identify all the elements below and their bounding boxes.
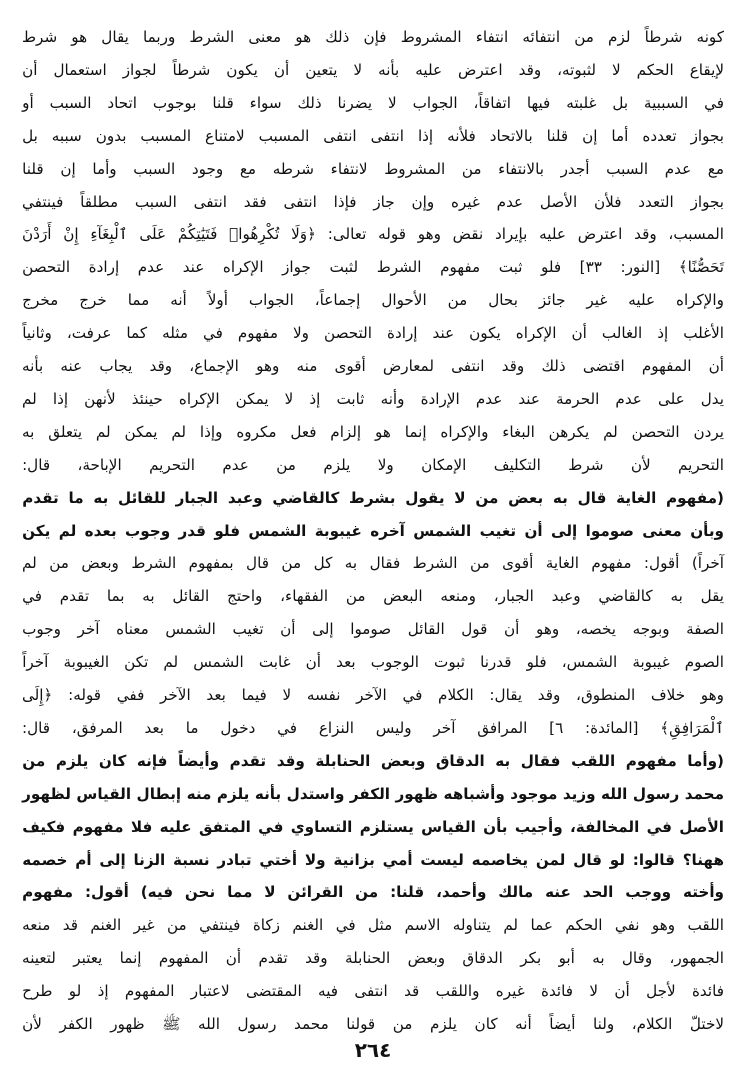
- text-line: تَحَصُّنًا﴾ [النور: ٣٣] فلو ثبت مفهوم الشرط لثبت جواز الإكراه عند عدم إرادة التحصن: [22, 258, 724, 277]
- text-line: وبأن معنى صوموا إلى أن تغيب الشمس آخره غيبوبة الشمس فلو قدر وجوب بعده لم يكن: [22, 521, 724, 540]
- text-line: مع عدم السبب أجدر بالانتفاء من المشروط لانتفاء شرطه مع وجود السبب وأما إن قلنا: [22, 159, 724, 178]
- text-line: (وأما مفهوم اللقب فقال به الدقاق وبعض الحنابلة وقد تقدم وأيضاً فإنه كان يلزم من: [22, 751, 724, 770]
- text-line: آخراً) أقول: مفهوم الغاية أقوى من الشرط فقال به كل من قال بمفهوم الشرط وبعض من لم: [22, 554, 724, 573]
- text-line: الأصل في المخالفة، وأجيب بأن القياس يستلزم التساوي في المتفق عليه فلا مفهوم فكيف: [22, 817, 724, 836]
- text-line: الجمهور، وقال به أبو بكر الدقاق وبعض الحنابلة وقد تقدم أن المفهوم إنما يعتبر لتعينه: [22, 949, 724, 968]
- text-line: أن المفهوم اقتضى ذلك وقد انتفى لمعارض أقوى منه وهو الإجماع، وقد يجاب عنه بأنه: [22, 357, 724, 375]
- text-line: التحريم لأن شرط التكليف الإمكان ولا يلزم من عدم التحريم الإباحة، قال:: [22, 455, 724, 474]
- text-line: اللقب وهو نفي الحكم عما لم يتناوله الاسم مثل في الغنم زكاة فينتفي من غير الغنم قد منعه: [22, 916, 724, 935]
- text-line: يدل على عدم الحرمة عند عدم الإرادة وأنه ثابت إذ لا يمكن الإكراه حينئذ لأنهن إذا لم: [22, 389, 724, 408]
- text-line: بجواز تعدده أما إن قلنا بالاتحاد فلأنه إذا انتفى انتفى المسبب لامتناع المسبب بدون سببه بل: [22, 126, 724, 145]
- text-line: الصوم غيبوبة الشمس، فلو قدرنا ثبوت الوجوب بعد أن غابت الشمس لم تكن الغيبوبة آخراً: [22, 653, 724, 672]
- text-line: لاختلّ الكلام، ولنا أيضاً أنه كان يلزم من قولنا محمد رسول الله ﷺ ظهور الكفر لأن: [22, 1015, 724, 1033]
- text-line: (مفهوم الغاية قال به بعض من لا يقول بشرط كالقاضي وعبد الجبار للقائل به ما تقدم: [22, 488, 724, 507]
- text-line: في السببية بل غلبته فيها اتفاقاً، الجواب لا يضرنا ذلك سواء قلنا بوجوب اتحاد السبب أو: [22, 93, 724, 112]
- text-line: والإكراه عليه غير جائز بحال من الأحوال إجماعاً، الجواب أولاً أنه مما خرج مخرج: [22, 291, 724, 310]
- text-line: لإيقاع الحكم لا لثبوته، وقد اعترض عليه بأنه لا يتعين أن يكون شرطاً لجواز استعمال أن: [22, 60, 724, 79]
- text-line: فائدة لأجل أن لا فائدة غيره واللقب قد انتفى فيه المقتضى لاعتبار المفهوم إذ لو طرح: [22, 982, 724, 1001]
- text-line: ههنا؟ قالوا: لو قال لمن يخاصمه ليست أمي بزانية ولا أختي تبادر نسبة الزنا إلى أم خصمه: [22, 850, 724, 869]
- text-line: الصفة وبوجه يخصه، وهو أن قول القائل صوموا إلى أن تغيب الشمس معناه آخر وجوب: [22, 620, 724, 639]
- text-line: المسبب، وقد اعترض عليه بإيراد نقض وهو قوله تعالى: ﴿وَلَا تُكْرِهُوا۟ فَتَيَٰتِكُمْ عَلَى ٱلْبِغَآءِ إِنْ أَرَدْنَ: [22, 225, 724, 244]
- text-line: بجواز التعدد فلأن الأصل عدم غيره وإن جاز فإذا انتفى فقد انتفى السبب مطلقاً فينتفي: [22, 192, 724, 211]
- text-line: محمد رسول الله وزيد موجود وأشباهه ظهور الكفر واستدل بأنه يلزم منه إبطال القياس لظهور: [22, 784, 724, 803]
- page-number: ٢٦٤: [354, 1038, 392, 1062]
- text-line: ٱلْمَرَافِقِ﴾ [المائدة: ٦] المرافق آخر وليس النزاع في دخول ما بعد المرفق، قال:: [22, 718, 724, 737]
- text-line: وأخته ووجب الحد عنه مالك وأحمد، قلنا: من القرائن لا مما نحن فيه) أقول: مفهوم: [22, 883, 724, 902]
- text-line: كونه شرطاً لزم من انتفائه انتفاء المشروط فإن ذلك هو معنى الشرط وربما يقال هو شرط: [22, 28, 724, 46]
- text-line: الأغلب إذ الغالب أن الإكراه يكون عند إرادة التحصن ولا مفهوم في مثله كما عرفت، وثانياً: [22, 324, 724, 343]
- text-line: وهو خلاف المنطوق، وقد يقال: الكلام في الآخر نفسه لا فيما بعد الآخر ففي قوله: ﴿إِلَى: [22, 686, 724, 704]
- text-line: يردن التحصن لم يكرهن البغاء والإكراه إنما هو إلزام فعل مكروه وإذا لم يمكن لم يتعلق به: [22, 422, 724, 441]
- text-line: يقل به كالقاضي وعبد الجبار، ومنعه البعض من الفقهاء، واحتج القائل به بما تقدم في: [22, 587, 724, 606]
